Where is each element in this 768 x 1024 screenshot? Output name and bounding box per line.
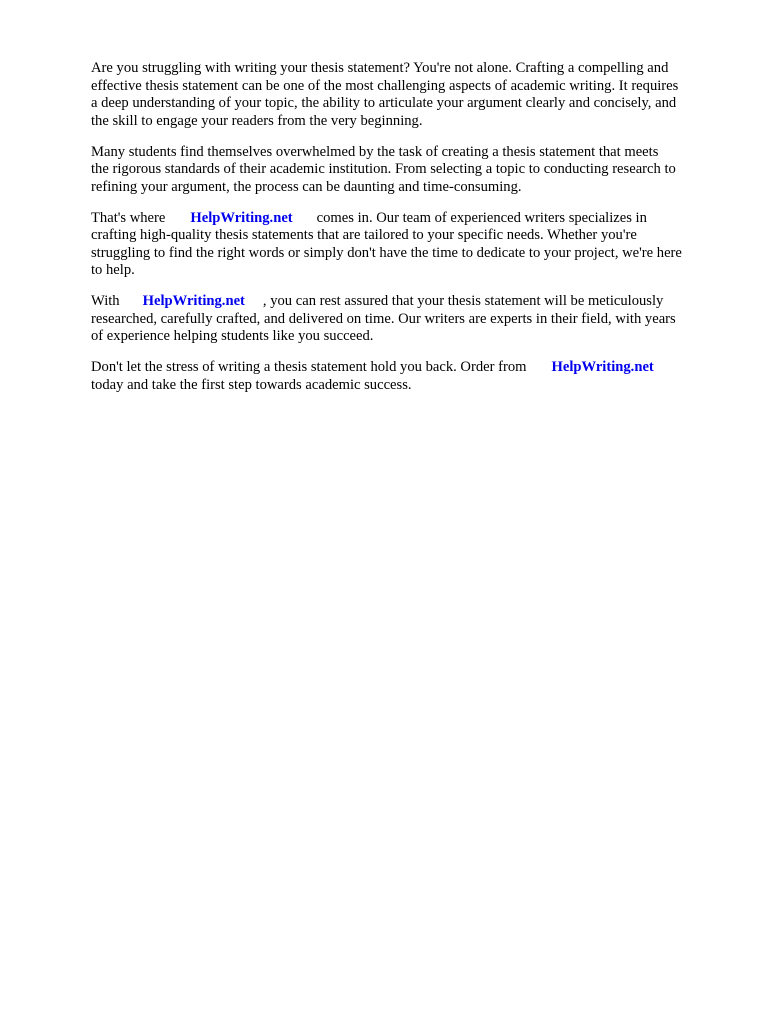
text-fragment: With (91, 293, 120, 309)
paragraph-call-to-action (91, 359, 723, 394)
text-fragment: , you can rest assured that your thesis statement will be meticulously (262, 293, 664, 309)
text-line: Are you struggling with writing your thesis statement? You're not alone. Crafting a compelling and (91, 60, 669, 76)
text-fragment: comes in. Our team of experienced writers specializes in (316, 209, 647, 226)
text-line-with-link (91, 293, 723, 311)
paragraph-problem (91, 144, 723, 197)
text-line: researched, carefully crafted, and delivered on time. Our writers are experts in their field, with years (91, 310, 676, 327)
text-line-with-link (91, 359, 723, 377)
text-line: the rigorous standards of their academic institution. From selecting a topic to conducting research to (91, 161, 676, 177)
text-line: today and take the first step towards academic success. (91, 376, 412, 393)
text-line: the skill to engage your readers from the very beginning. (91, 112, 423, 129)
paragraph-intro (91, 60, 723, 130)
helpwriting-link[interactable]: HelpWriting.net (190, 209, 293, 226)
text-line: struggling to find the right words or simply don't have the time to dedicate to your project, we're here (91, 244, 682, 261)
text-line: Many students find themselves overwhelmed by the task of creating a thesis statement that meets (91, 143, 659, 160)
text-line: to help. (91, 262, 135, 278)
text-line: effective thesis statement can be one of the most challenging aspects of academic writing. It requires (91, 77, 679, 94)
text-fragment: Don't let the stress of writing a thesis statement hold you back. Order from (91, 359, 527, 375)
paragraph-service (91, 210, 723, 280)
helpwriting-link[interactable]: HelpWriting.net (142, 293, 245, 309)
helpwriting-link[interactable]: HelpWriting.net (551, 359, 654, 375)
text-line: crafting high-quality thesis statements that are tailored to your specific needs. Whether you're (91, 227, 637, 243)
document-page (91, 60, 723, 408)
text-line: of experience helping students like you succeed. (91, 328, 374, 344)
paragraph-assurance (91, 293, 723, 346)
text-line: refining your argument, the process can be daunting and time-consuming. (91, 178, 522, 195)
text-line: a deep understanding of your topic, the ability to articulate your argument clearly and concisely, and (91, 95, 677, 111)
text-fragment: That's where (91, 209, 166, 226)
text-line-with-link (91, 210, 723, 228)
